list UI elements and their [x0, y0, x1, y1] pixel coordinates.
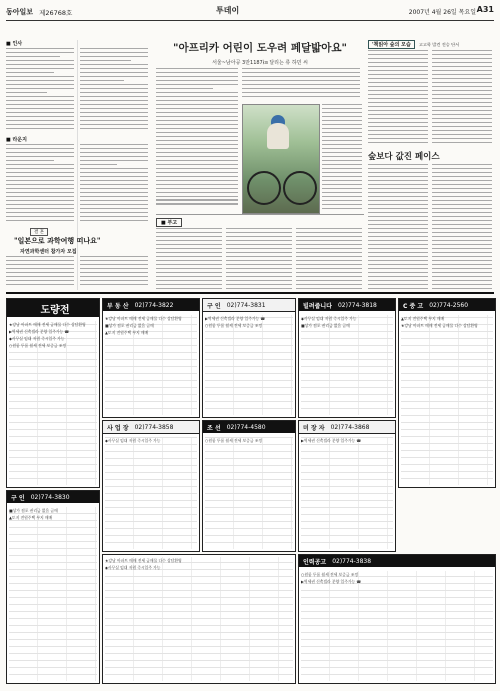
- ad-row: ▶역세권 신축빌라 분양 입주가능 ☎: [301, 579, 362, 584]
- right-top-text-2: [432, 50, 492, 146]
- ad-row: ★강남 아파트 매매 전세 급매물 다수 상담환영: [9, 322, 86, 327]
- feature-text-top: [242, 68, 360, 102]
- ad-listing-grid: [301, 315, 393, 415]
- ad-box-header: [103, 299, 199, 311]
- left-text-block-6: [80, 256, 148, 290]
- issue-number: 제26768호: [39, 8, 73, 17]
- right-top-column: [368, 40, 494, 148]
- ad-box-interior[interactable]: [298, 420, 396, 552]
- masthead: [6, 5, 494, 19]
- ad-box-shipbuilding[interactable]: [202, 420, 296, 552]
- right-second-text-1: [368, 164, 428, 296]
- ad-box-title: 인력공고: [303, 558, 327, 566]
- left-text-block-4: [80, 144, 148, 224]
- feature-text-col-1: [156, 68, 238, 208]
- ad-box-recruit[interactable]: [298, 554, 496, 684]
- ad-listing-grid: [301, 437, 393, 549]
- ad-box-phone: 02)774-3822: [134, 301, 174, 309]
- ad-row: ▲토지 전원주택 부지 매매: [105, 330, 149, 335]
- ad-box-phone: 02)774-4580: [226, 423, 266, 431]
- ad-box-jobs-2[interactable]: [6, 490, 100, 684]
- ad-box-header: [103, 421, 199, 434]
- ad-row: ■상가 점포 권리금 없음 급매: [301, 323, 350, 328]
- wedding-label: 결 혼: [30, 228, 48, 236]
- ad-box-phone: 02)774-3818: [337, 301, 377, 309]
- ad-row: ◆사무실 임대 저렴 즉시입주 가능: [9, 336, 65, 341]
- ad-brand-listing: [9, 321, 97, 485]
- ad-listing-grid: [105, 557, 293, 681]
- right-second-title: 숲보다 값진 페이스: [368, 152, 440, 162]
- ad-box-used[interactable]: [398, 298, 496, 488]
- ad-box-title: 구 인: [207, 302, 221, 310]
- ad-box-header: [203, 299, 295, 312]
- ad-box-title: 구 인: [11, 494, 25, 502]
- bicycle-wheel-front: [247, 171, 281, 205]
- ad-box-business[interactable]: [102, 420, 200, 552]
- ad-box-phone: 02)774-3868: [330, 423, 370, 431]
- ad-box-header: [299, 299, 395, 311]
- lower-left-subtitle: 자연과학센터 참가자 모집: [20, 249, 77, 255]
- ad-listing-grid: [205, 437, 293, 549]
- ad-box-rentals[interactable]: [298, 298, 396, 418]
- left-text-block-2: [80, 48, 148, 132]
- right-top-text-1: [368, 50, 428, 146]
- ad-row: ○원룸 투룸 월세 전세 보증금 조정: [205, 323, 263, 328]
- ad-row: ▶역세권 신축빌라 분양 입주가능 ☎: [9, 329, 70, 334]
- ad-row: ○원룸 투룸 월세 전세 보증금 조정: [205, 438, 263, 443]
- ad-box-phone: 02)774-3830: [30, 493, 70, 501]
- ad-box-header: [299, 555, 495, 567]
- ad-row: ▲토지 전원주택 부지 매매: [9, 515, 53, 520]
- ad-box-title: 미 장 자: [303, 424, 325, 432]
- ad-box-header: [7, 491, 99, 503]
- ad-row: ◆사무실 임대 저렴 즉시입주 가능: [105, 438, 161, 443]
- ad-listing-grid: [401, 315, 493, 485]
- ad-box-real-estate[interactable]: [102, 298, 200, 418]
- paper-name: 동아일보: [6, 8, 34, 16]
- ad-box-phone: 02)774-3831: [226, 301, 266, 309]
- ad-row: ★강남 아파트 매매 전세 급매물 다수 상담환영: [401, 323, 478, 328]
- obituary-col-1: [156, 228, 222, 298]
- ad-box-title: 사 업 장: [107, 424, 129, 432]
- ad-box-title: 빌려줍니다: [303, 302, 332, 310]
- classified-ads: [6, 292, 494, 687]
- left-text-block-3: [6, 144, 74, 224]
- ad-row: ★강남 아파트 매매 전세 급매물 다수 상담환영: [105, 316, 182, 321]
- ad-row: ▶역세권 신축빌라 분양 입주가능 ☎: [301, 438, 362, 443]
- ad-brand-box[interactable]: [6, 298, 100, 488]
- feature-text-side: [322, 104, 362, 212]
- ad-box-jobs[interactable]: [202, 298, 296, 418]
- ad-listing-grid: [105, 437, 197, 549]
- ad-listing-grid: [301, 571, 493, 681]
- ad-row: ◆사무실 임대 저렴 즉시입주 가능: [301, 316, 357, 321]
- feature-divider: [156, 214, 364, 215]
- rider-shape: [267, 123, 289, 149]
- ad-row: ▲토지 전원주택 부지 매매: [401, 316, 445, 321]
- ad-row: ◆사무실 임대 저렴 즉시입주 가능: [105, 565, 161, 570]
- ad-brand: 도량전: [7, 299, 99, 317]
- feature-photo: [242, 104, 320, 214]
- ad-box-phone: 02)774-3838: [332, 557, 372, 565]
- publication-date: 2007년 4월 26일 목요일: [408, 9, 476, 16]
- left-text-block-1: [6, 48, 74, 132]
- lounge-label: ■ 라운지: [6, 137, 27, 143]
- ad-row: ○원룸 투룸 월세 전세 보증금 조정: [9, 343, 67, 348]
- ad-box-phone: 02)774-2560: [429, 301, 469, 309]
- ad-row: ▶역세권 신축빌라 분양 입주가능 ☎: [205, 316, 266, 321]
- masthead-rule: [6, 20, 494, 21]
- obituary-label: ■ 부고: [156, 218, 182, 227]
- ad-row: ■상가 점포 권리금 없음 급매: [105, 323, 154, 328]
- ad-box-header: [399, 299, 495, 311]
- ad-box-title: C 중 고: [403, 302, 424, 310]
- ad-box-title: 부 동 산: [107, 302, 129, 310]
- page-number: A31: [476, 5, 494, 14]
- ad-row: ○원룸 투룸 월세 전세 보증금 조정: [301, 572, 359, 577]
- feature-subhead: 서울~남아공 3만1187㎞ 달리는 류 하민 씨: [212, 60, 308, 66]
- ad-box-misc[interactable]: [102, 554, 296, 684]
- right-top-title: '책읽아 숲의 모습: [368, 40, 415, 49]
- right-second-text-2: [432, 164, 492, 296]
- feature-headline: "아프리카 어린이 도우려 페달밟아요": [172, 42, 348, 54]
- section-title: 투데이: [216, 6, 240, 15]
- people-label: ■ 인사: [6, 41, 23, 47]
- ad-box-phone: 02)774-3858: [134, 423, 174, 431]
- left-text-block-5: [6, 256, 74, 290]
- ad-box-header: [299, 421, 395, 434]
- obituary-col-2: [226, 228, 292, 298]
- ad-box-header: [203, 421, 295, 433]
- ad-box-title: 조 선: [207, 424, 221, 432]
- ad-listing-grid: [9, 507, 97, 681]
- ad-listing-grid: [105, 315, 197, 415]
- left-column: [6, 40, 150, 290]
- column-divider: [77, 40, 78, 290]
- bicycle-wheel-rear: [283, 171, 317, 205]
- ad-row: ★강남 아파트 매매 전세 급매물 다수 상담환영: [105, 558, 182, 563]
- right-top-note: 고고학 발견 전승 단서: [418, 41, 460, 47]
- right-second-column: [368, 150, 494, 300]
- ad-row: ■상가 점포 권리금 없음 급매: [9, 508, 58, 513]
- obituary-col-3: [296, 228, 362, 298]
- ad-listing-grid: [205, 315, 293, 415]
- lower-left-title: "일본으로 과학여행 떠나요": [14, 236, 101, 245]
- feature-article: [156, 40, 364, 300]
